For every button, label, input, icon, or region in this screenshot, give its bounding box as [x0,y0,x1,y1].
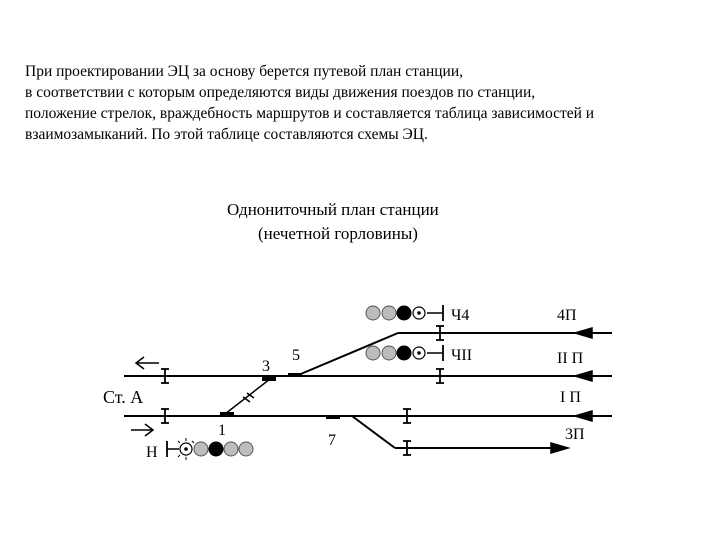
label-track-ip: I П [560,389,581,406]
insulating-joints [161,326,444,455]
signal-n-lamp-2 [194,442,208,456]
paragraph-line-2: в соответствии с которым определяются виды движения поездов по станции, [25,84,536,101]
signal-ch4-lamp-1 [366,306,380,320]
label-track-iip: II П [557,350,584,367]
label-switch-5: 5 [292,347,300,364]
label-switch-1: 1 [218,422,226,439]
signal-chii-lamp-1 [366,346,380,360]
branch-switch-7-to-track-3 [352,416,395,448]
label-signal-ch4: Ч4 [451,307,470,324]
signal-chii-lamp-2 [382,346,396,360]
signal-ch4-lamp-3 [397,306,411,320]
arrow-track-ii [575,371,592,381]
label-switch-7: 7 [328,432,336,449]
arrow-right-arrival [131,424,153,436]
signal-chii-lamp-4-dot [417,351,421,355]
signal-ch4-lamp-2 [382,306,396,320]
signal-n-lamp-3 [209,442,223,456]
label-track-3p: 3П [565,426,585,443]
crossover-1-3 [225,379,270,414]
diagram-title: Однониточный план станции [227,200,439,219]
signal-ch4 [366,305,443,321]
signal-ch4-lamp-4-dot [417,311,421,315]
signal-n-lamp-4 [224,442,238,456]
paragraph-line-1: При проектировании ЭЦ за основу берется путевой план станции, [25,63,464,80]
arrow-track-i [575,411,592,421]
label-station-a: Ст. А [103,387,144,407]
arrow-track-4 [575,328,592,338]
signal-chii-lamp-3 [397,346,411,360]
diagram-subtitle: (нечетной горловины) [258,224,418,243]
arrow-track-3 [551,443,568,453]
signal-n-lamp-5 [239,442,253,456]
signal-chii [366,345,443,361]
label-track-4p: 4П [557,307,577,324]
label-signal-chii: ЧII [451,347,473,364]
arrow-left-departure [136,357,159,369]
label-signal-n: Н [146,444,158,461]
signal-n-lamp-white-dot [184,447,188,451]
paragraph-line-3: положение стрелок, враждебность маршрутов и составляется таблица зависимостей и [25,105,595,122]
signal-n [167,438,253,460]
label-switch-3: 3 [262,358,270,375]
paragraph-line-4: взаимозамыканий. По этой таблице составляются схемы ЭЦ. [25,126,428,143]
